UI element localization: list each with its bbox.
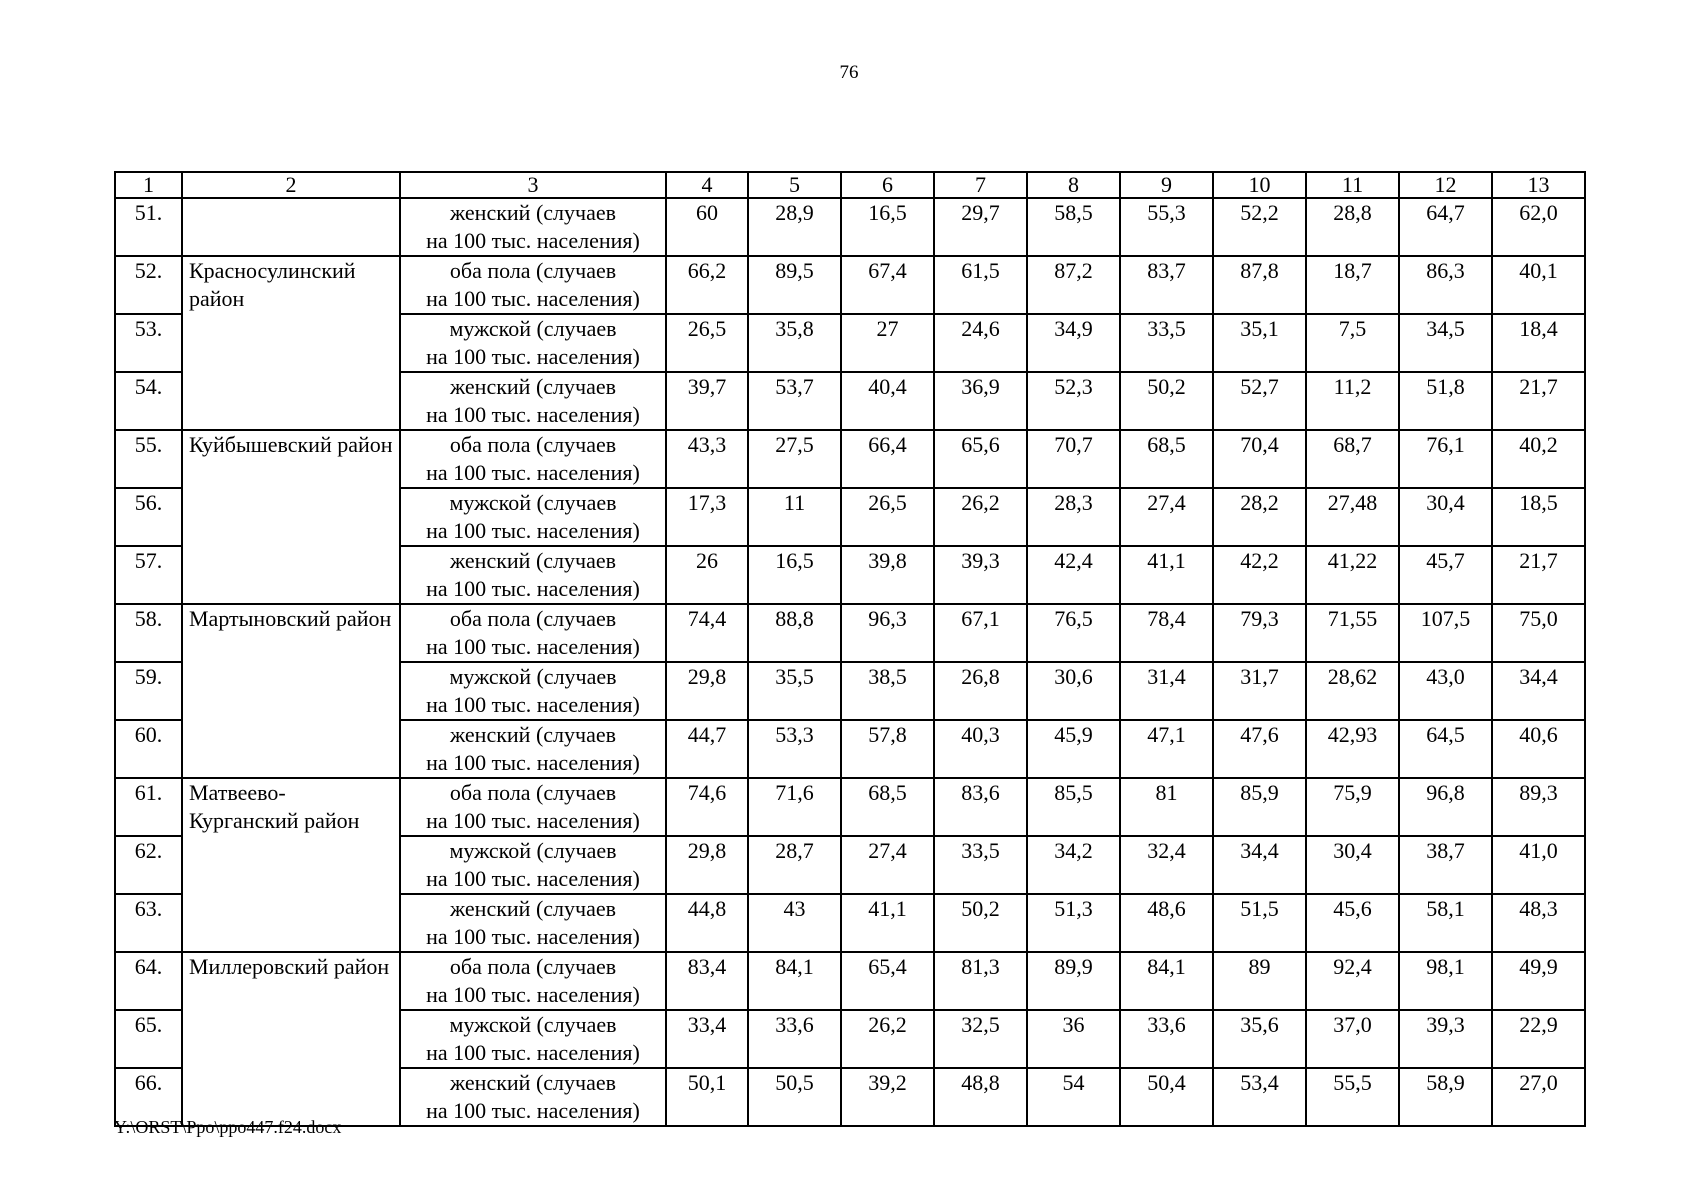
- sex-category-line2: на 100 тыс. населения): [426, 750, 640, 775]
- value-cell: 76,5: [1027, 604, 1120, 662]
- value-cell: 24,6: [934, 314, 1027, 372]
- value-cell: 76,1: [1399, 430, 1492, 488]
- sex-category-line2: на 100 тыс. населения): [426, 286, 640, 311]
- sex-category-line2: на 100 тыс. населения): [426, 924, 640, 949]
- value-cell: 85,9: [1213, 778, 1306, 836]
- value-cell: 57,8: [841, 720, 934, 778]
- header-cell: 9: [1120, 172, 1213, 198]
- value-cell: 34,5: [1399, 314, 1492, 372]
- value-cell: 60: [666, 198, 748, 256]
- row-number: 66.: [115, 1068, 182, 1126]
- value-cell: 26,2: [841, 1010, 934, 1068]
- value-cell: 50,1: [666, 1068, 748, 1126]
- sex-category-line2: на 100 тыс. населения): [426, 460, 640, 485]
- sex-category-line1: мужской (случаев: [449, 316, 617, 341]
- value-cell: 26,5: [666, 314, 748, 372]
- value-cell: 49,9: [1492, 952, 1585, 1010]
- value-cell: 96,8: [1399, 778, 1492, 836]
- value-cell: 51,3: [1027, 894, 1120, 952]
- value-cell: 35,6: [1213, 1010, 1306, 1068]
- sex-category: [400, 546, 666, 604]
- sex-category-line1: оба пола (случаев: [449, 780, 617, 805]
- value-cell: 41,22: [1306, 546, 1399, 604]
- header-cell: 2: [182, 172, 400, 198]
- value-cell: 50,2: [934, 894, 1027, 952]
- statistics-table: [114, 171, 1586, 1127]
- value-cell: 30,4: [1306, 836, 1399, 894]
- value-cell: 40,6: [1492, 720, 1585, 778]
- value-cell: 35,8: [748, 314, 841, 372]
- value-cell: 38,5: [841, 662, 934, 720]
- value-cell: 85,5: [1027, 778, 1120, 836]
- value-cell: 55,5: [1306, 1068, 1399, 1126]
- sex-category-line1: женский (случаев: [450, 548, 616, 573]
- value-cell: 45,9: [1027, 720, 1120, 778]
- sex-category-line2: на 100 тыс. населения): [426, 518, 640, 543]
- value-cell: 64,7: [1399, 198, 1492, 256]
- value-cell: 34,4: [1492, 662, 1585, 720]
- sex-category: [400, 488, 666, 546]
- value-cell: 89,3: [1492, 778, 1585, 836]
- value-cell: 32,4: [1120, 836, 1213, 894]
- value-cell: 52,2: [1213, 198, 1306, 256]
- sex-category: [400, 372, 666, 430]
- value-cell: 40,3: [934, 720, 1027, 778]
- sex-category-line2: на 100 тыс. населения): [426, 634, 640, 659]
- value-cell: 58,1: [1399, 894, 1492, 952]
- sex-category: [400, 430, 666, 488]
- row-number: 64.: [115, 952, 182, 1010]
- sex-category-line1: оба пола (случаев: [449, 258, 617, 283]
- value-cell: 28,7: [748, 836, 841, 894]
- value-cell: 45,6: [1306, 894, 1399, 952]
- header-cell: 10: [1213, 172, 1306, 198]
- value-cell: 70,4: [1213, 430, 1306, 488]
- statistics-table-container: [114, 171, 1586, 1127]
- value-cell: 26: [666, 546, 748, 604]
- value-cell: 48,6: [1120, 894, 1213, 952]
- value-cell: 34,4: [1213, 836, 1306, 894]
- row-number: 57.: [115, 546, 182, 604]
- sex-category-line2: на 100 тыс. населения): [426, 808, 640, 833]
- value-cell: 58,5: [1027, 198, 1120, 256]
- sex-category: [400, 894, 666, 952]
- header-row: [115, 172, 1585, 198]
- value-cell: 47,1: [1120, 720, 1213, 778]
- table-row: [115, 604, 1585, 662]
- value-cell: 40,2: [1492, 430, 1585, 488]
- value-cell: 33,5: [934, 836, 1027, 894]
- value-cell: 33,5: [1120, 314, 1213, 372]
- value-cell: 39,2: [841, 1068, 934, 1126]
- value-cell: 53,4: [1213, 1068, 1306, 1126]
- table-row: [115, 952, 1585, 1010]
- value-cell: 74,4: [666, 604, 748, 662]
- value-cell: 43,0: [1399, 662, 1492, 720]
- value-cell: 21,7: [1492, 546, 1585, 604]
- value-cell: 27,4: [841, 836, 934, 894]
- value-cell: 29,8: [666, 836, 748, 894]
- sex-category-line1: женский (случаев: [450, 896, 616, 921]
- header-cell: 3: [400, 172, 666, 198]
- value-cell: 50,2: [1120, 372, 1213, 430]
- value-cell: 41,1: [1120, 546, 1213, 604]
- sex-category-line1: оба пола (случаев: [449, 432, 617, 457]
- value-cell: 18,7: [1306, 256, 1399, 314]
- value-cell: 107,5: [1399, 604, 1492, 662]
- value-cell: 83,4: [666, 952, 748, 1010]
- sex-category-line1: мужской (случаев: [449, 838, 617, 863]
- value-cell: 68,5: [841, 778, 934, 836]
- value-cell: 7,5: [1306, 314, 1399, 372]
- value-cell: 18,4: [1492, 314, 1585, 372]
- value-cell: 64,5: [1399, 720, 1492, 778]
- sex-category: [400, 662, 666, 720]
- value-cell: 47,6: [1213, 720, 1306, 778]
- value-cell: 71,6: [748, 778, 841, 836]
- value-cell: 11,2: [1306, 372, 1399, 430]
- header-cell: 7: [934, 172, 1027, 198]
- value-cell: 27,48: [1306, 488, 1399, 546]
- sex-category-line2: на 100 тыс. населения): [426, 344, 640, 369]
- sex-category: [400, 720, 666, 778]
- sex-category-line2: на 100 тыс. населения): [426, 692, 640, 717]
- value-cell: 51,8: [1399, 372, 1492, 430]
- row-number: 51.: [115, 198, 182, 256]
- value-cell: 55,3: [1120, 198, 1213, 256]
- header-cell: 11: [1306, 172, 1399, 198]
- row-number: 60.: [115, 720, 182, 778]
- value-cell: 65,6: [934, 430, 1027, 488]
- value-cell: 89,9: [1027, 952, 1120, 1010]
- value-cell: 62,0: [1492, 198, 1585, 256]
- value-cell: 11: [748, 488, 841, 546]
- sex-category-line1: оба пола (случаев: [449, 954, 617, 979]
- page-number: 76: [839, 62, 859, 83]
- header-cell: 13: [1492, 172, 1585, 198]
- value-cell: 28,2: [1213, 488, 1306, 546]
- value-cell: 40,1: [1492, 256, 1585, 314]
- value-cell: 35,1: [1213, 314, 1306, 372]
- value-cell: 28,9: [748, 198, 841, 256]
- sex-category-line2: на 100 тыс. населения): [426, 982, 640, 1007]
- value-cell: 53,7: [748, 372, 841, 430]
- row-number: 59.: [115, 662, 182, 720]
- value-cell: 35,5: [748, 662, 841, 720]
- value-cell: 74,6: [666, 778, 748, 836]
- value-cell: 43,3: [666, 430, 748, 488]
- value-cell: 32,5: [934, 1010, 1027, 1068]
- sex-category-line1: женский (случаев: [450, 1070, 616, 1095]
- value-cell: 37,0: [1306, 1010, 1399, 1068]
- sex-category: [400, 836, 666, 894]
- value-cell: 41,0: [1492, 836, 1585, 894]
- value-cell: 16,5: [748, 546, 841, 604]
- value-cell: 28,3: [1027, 488, 1120, 546]
- value-cell: 78,4: [1120, 604, 1213, 662]
- value-cell: 29,8: [666, 662, 748, 720]
- footer-file-path: Y:\ORST\Ppo\ppo447.f24.docx: [114, 1117, 342, 1137]
- value-cell: 52,3: [1027, 372, 1120, 430]
- value-cell: 29,7: [934, 198, 1027, 256]
- sex-category: [400, 1010, 666, 1068]
- sex-category-line1: мужской (случаев: [449, 1012, 617, 1037]
- sex-category-line1: мужской (случаев: [449, 490, 617, 515]
- value-cell: 81,3: [934, 952, 1027, 1010]
- value-cell: 89,5: [748, 256, 841, 314]
- value-cell: 70,7: [1027, 430, 1120, 488]
- value-cell: 50,4: [1120, 1068, 1213, 1126]
- sex-category-line2: на 100 тыс. населения): [426, 1040, 640, 1065]
- value-cell: 98,1: [1399, 952, 1492, 1010]
- value-cell: 17,3: [666, 488, 748, 546]
- sex-category: [400, 952, 666, 1010]
- header-cell: 4: [666, 172, 748, 198]
- value-cell: 22,9: [1492, 1010, 1585, 1068]
- value-cell: 44,8: [666, 894, 748, 952]
- value-cell: 43: [748, 894, 841, 952]
- value-cell: 39,7: [666, 372, 748, 430]
- value-cell: 33,6: [1120, 1010, 1213, 1068]
- header-cell: 5: [748, 172, 841, 198]
- value-cell: 65,4: [841, 952, 934, 1010]
- value-cell: 51,5: [1213, 894, 1306, 952]
- value-cell: 75,0: [1492, 604, 1585, 662]
- value-cell: 44,7: [666, 720, 748, 778]
- row-number: 65.: [115, 1010, 182, 1068]
- sex-category-line2: на 100 тыс. населения): [426, 866, 640, 891]
- district-name: Миллеровский район: [182, 952, 400, 1126]
- header-cell: 1: [115, 172, 182, 198]
- value-cell: 27: [841, 314, 934, 372]
- value-cell: 92,4: [1306, 952, 1399, 1010]
- value-cell: 84,1: [748, 952, 841, 1010]
- value-cell: 83,6: [934, 778, 1027, 836]
- district-name: Мартыновский район: [182, 604, 400, 778]
- value-cell: 84,1: [1120, 952, 1213, 1010]
- value-cell: 53,3: [748, 720, 841, 778]
- value-cell: 81: [1120, 778, 1213, 836]
- value-cell: 30,6: [1027, 662, 1120, 720]
- header-cell: 6: [841, 172, 934, 198]
- table-row: [115, 778, 1585, 836]
- value-cell: 42,2: [1213, 546, 1306, 604]
- row-number: 62.: [115, 836, 182, 894]
- value-cell: 42,93: [1306, 720, 1399, 778]
- header-cell: 8: [1027, 172, 1120, 198]
- value-cell: 40,4: [841, 372, 934, 430]
- row-number: 58.: [115, 604, 182, 662]
- value-cell: 34,2: [1027, 836, 1120, 894]
- sex-category-line1: оба пола (случаев: [449, 606, 617, 631]
- value-cell: 16,5: [841, 198, 934, 256]
- value-cell: 27,4: [1120, 488, 1213, 546]
- value-cell: 67,4: [841, 256, 934, 314]
- value-cell: 36,9: [934, 372, 1027, 430]
- value-cell: 38,7: [1399, 836, 1492, 894]
- value-cell: 27,5: [748, 430, 841, 488]
- value-cell: 75,9: [1306, 778, 1399, 836]
- value-cell: 54: [1027, 1068, 1120, 1126]
- value-cell: 39,3: [1399, 1010, 1492, 1068]
- value-cell: 45,7: [1399, 546, 1492, 604]
- sex-category-line2: на 100 тыс. населения): [426, 576, 640, 601]
- table-row: [115, 256, 1585, 314]
- value-cell: 31,7: [1213, 662, 1306, 720]
- value-cell: 58,9: [1399, 1068, 1492, 1126]
- row-number: 61.: [115, 778, 182, 836]
- value-cell: 83,7: [1120, 256, 1213, 314]
- value-cell: 39,3: [934, 546, 1027, 604]
- sex-category-line2: на 100 тыс. населения): [426, 402, 640, 427]
- table-row: [115, 430, 1585, 488]
- value-cell: 33,6: [748, 1010, 841, 1068]
- value-cell: 68,5: [1120, 430, 1213, 488]
- value-cell: 67,1: [934, 604, 1027, 662]
- district-name: Куйбышевский район: [182, 430, 400, 604]
- value-cell: 52,7: [1213, 372, 1306, 430]
- value-cell: 86,3: [1399, 256, 1492, 314]
- row-number: 55.: [115, 430, 182, 488]
- row-number: 52.: [115, 256, 182, 314]
- value-cell: 48,8: [934, 1068, 1027, 1126]
- table-row: [115, 198, 1585, 256]
- value-cell: 71,55: [1306, 604, 1399, 662]
- row-number: 63.: [115, 894, 182, 952]
- sex-category-line2: на 100 тыс. населения): [426, 228, 640, 253]
- value-cell: 96,3: [841, 604, 934, 662]
- sex-category: [400, 604, 666, 662]
- sex-category: [400, 778, 666, 836]
- district-name: Матвеево-Курганский район: [182, 778, 400, 952]
- value-cell: 88,8: [748, 604, 841, 662]
- sex-category: [400, 198, 666, 256]
- value-cell: 34,9: [1027, 314, 1120, 372]
- sex-category-line1: женский (случаев: [450, 200, 616, 225]
- value-cell: 28,8: [1306, 198, 1399, 256]
- value-cell: 39,8: [841, 546, 934, 604]
- header-cell: 12: [1399, 172, 1492, 198]
- row-number: 56.: [115, 488, 182, 546]
- row-number: 54.: [115, 372, 182, 430]
- district-name: [182, 198, 400, 256]
- sex-category-line1: женский (случаев: [450, 722, 616, 747]
- value-cell: 41,1: [841, 894, 934, 952]
- sex-category: [400, 1068, 666, 1126]
- row-number: 53.: [115, 314, 182, 372]
- value-cell: 31,4: [1120, 662, 1213, 720]
- value-cell: 87,8: [1213, 256, 1306, 314]
- sex-category-line1: мужской (случаев: [449, 664, 617, 689]
- value-cell: 66,4: [841, 430, 934, 488]
- value-cell: 33,4: [666, 1010, 748, 1068]
- value-cell: 27,0: [1492, 1068, 1585, 1126]
- value-cell: 48,3: [1492, 894, 1585, 952]
- value-cell: 26,2: [934, 488, 1027, 546]
- sex-category: [400, 256, 666, 314]
- value-cell: 36: [1027, 1010, 1120, 1068]
- value-cell: 87,2: [1027, 256, 1120, 314]
- value-cell: 26,8: [934, 662, 1027, 720]
- value-cell: 30,4: [1399, 488, 1492, 546]
- value-cell: 26,5: [841, 488, 934, 546]
- value-cell: 68,7: [1306, 430, 1399, 488]
- value-cell: 61,5: [934, 256, 1027, 314]
- sex-category: [400, 314, 666, 372]
- value-cell: 50,5: [748, 1068, 841, 1126]
- sex-category-line2: на 100 тыс. населения): [426, 1098, 640, 1123]
- value-cell: 66,2: [666, 256, 748, 314]
- sex-category-line1: женский (случаев: [450, 374, 616, 399]
- value-cell: 89: [1213, 952, 1306, 1010]
- value-cell: 28,62: [1306, 662, 1399, 720]
- value-cell: 42,4: [1027, 546, 1120, 604]
- value-cell: 79,3: [1213, 604, 1306, 662]
- value-cell: 18,5: [1492, 488, 1585, 546]
- district-name: Красносулинский район: [182, 256, 400, 430]
- value-cell: 21,7: [1492, 372, 1585, 430]
